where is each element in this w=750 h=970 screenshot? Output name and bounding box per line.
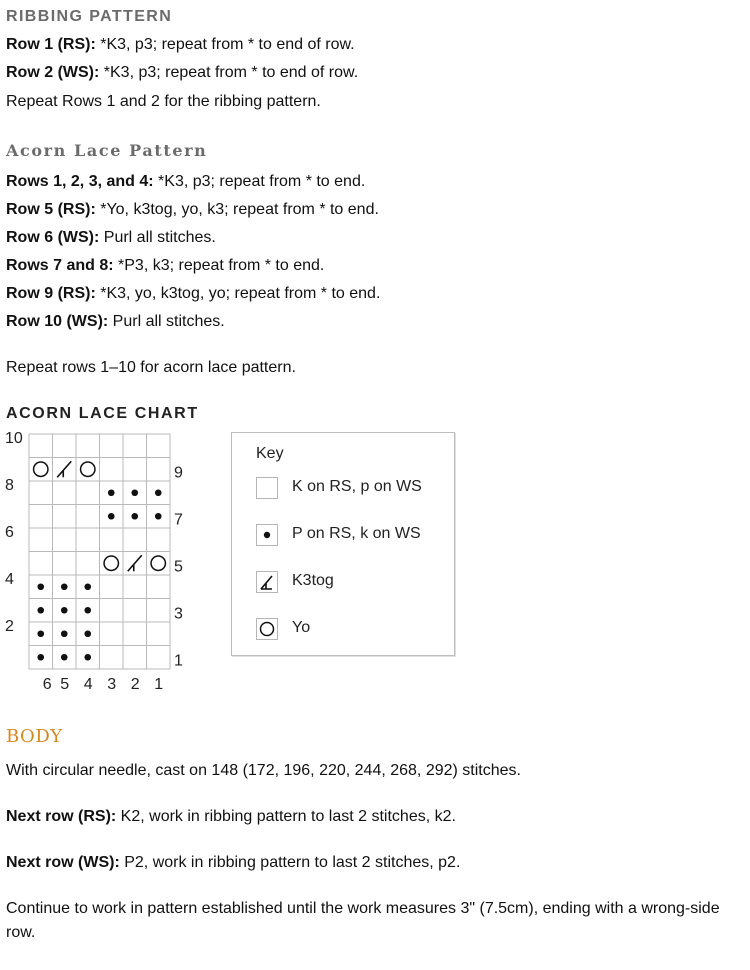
ribbing-heading: RIBBING PATTERN xyxy=(6,8,173,25)
k3tog-stitch xyxy=(57,461,71,477)
purl-stitch-dot xyxy=(84,630,91,637)
acorn-note: Repeat rows 1–10 for acorn lace pattern. xyxy=(6,359,296,376)
purl-stitch-dot xyxy=(108,489,115,496)
row-number-label: 4 xyxy=(5,570,14,588)
key-item-yo: Yo xyxy=(256,618,446,640)
purl-stitch-dot xyxy=(84,583,91,590)
column-number-label: 2 xyxy=(130,676,140,692)
acorn-row: Row 5 (RS): *Yo, k3tog, yo, k3; repeat from * to end. xyxy=(6,201,379,218)
acorn-row: Rows 7 and 8: *P3, k3; repeat from * to end. xyxy=(6,257,325,274)
ribbing-note: Repeat Rows 1 and 2 for the ribbing pattern. xyxy=(6,93,321,110)
purl-stitch-dot xyxy=(131,513,138,520)
key-title: Key xyxy=(256,445,284,462)
yarn-over-stitch xyxy=(81,462,95,476)
continue-text: Continue to work in pattern established until the work measures 3" (7.5cm), ending with a wrong-side row. xyxy=(6,900,720,941)
ribbing-row-2: Row 2 (WS): *K3, p3; repeat from * to end of row. xyxy=(6,64,359,81)
chart-key xyxy=(231,432,455,656)
acorn-row: Row 6 (WS): Purl all stitches. xyxy=(6,229,216,246)
purl-dot-icon xyxy=(256,524,278,546)
next-row-ws: Next row (WS): P2, work in ribbing pattern to last 2 stitches, p2. xyxy=(6,854,461,871)
row-number-label: 9 xyxy=(174,464,183,482)
purl-stitch-dot xyxy=(37,630,44,637)
purl-stitch-dot xyxy=(108,513,115,520)
row-number-label: 7 xyxy=(174,511,183,529)
key-item-purl: P on RS, k on WS xyxy=(256,524,446,546)
column-number-label: 1 xyxy=(154,676,164,692)
purl-stitch-dot xyxy=(61,607,68,614)
yarn-over-stitch xyxy=(104,556,118,570)
purl-stitch-dot xyxy=(131,489,138,496)
purl-stitch-dot xyxy=(84,607,91,614)
purl-stitch-dot xyxy=(155,513,162,520)
cast-on-text: With circular needle, cast on 148 (172, 196, 220, 244, 268, 292) stitches. xyxy=(6,762,521,779)
k3tog-stitch xyxy=(128,555,142,571)
acorn-row: Row 9 (RS): *K3, yo, k3tog, yo; repeat from * to end. xyxy=(6,285,381,302)
acorn-heading: Acorn Lace Pattern xyxy=(6,141,208,160)
column-number-label: 4 xyxy=(83,676,93,692)
row-number-label: 5 xyxy=(174,558,183,576)
yarn-over-icon xyxy=(256,618,278,640)
body-heading: BODY xyxy=(6,726,63,747)
knit-symbol-icon xyxy=(256,477,278,499)
purl-stitch-dot xyxy=(84,654,91,661)
next-row-rs: Next row (RS): K2, work in ribbing pattern to last 2 stitches, k2. xyxy=(6,808,456,825)
chart-title: ACORN LACE CHART xyxy=(6,405,199,422)
key-item-knit: K on RS, p on WS xyxy=(256,477,446,499)
purl-stitch-dot xyxy=(37,583,44,590)
row-number-label: 3 xyxy=(174,605,183,623)
row-number-label: 8 xyxy=(5,476,14,494)
key-item-k3tog: K3tog xyxy=(256,571,446,593)
row-number-label: 2 xyxy=(5,617,14,635)
purl-stitch-dot xyxy=(61,654,68,661)
purl-stitch-dot xyxy=(37,654,44,661)
column-number-label: 6 xyxy=(42,676,52,692)
column-number-label: 3 xyxy=(107,676,117,692)
row-number-label: 10 xyxy=(5,430,23,447)
yarn-over-stitch xyxy=(151,556,165,570)
yarn-over-stitch xyxy=(34,462,48,476)
ribbing-row-1: Row 1 (RS): *K3, p3; repeat from * to end of row. xyxy=(6,36,355,53)
purl-stitch-dot xyxy=(155,489,162,496)
row-number-label: 6 xyxy=(5,523,14,541)
column-number-label: 5 xyxy=(60,676,70,692)
purl-stitch-dot xyxy=(37,607,44,614)
row-number-label: 1 xyxy=(174,652,183,670)
k3tog-icon xyxy=(256,571,278,593)
purl-stitch-dot xyxy=(61,630,68,637)
acorn-row: Row 10 (WS): Purl all stitches. xyxy=(6,313,225,330)
purl-stitch-dot xyxy=(61,583,68,590)
acorn-lace-chart xyxy=(0,430,220,692)
acorn-row: Rows 1, 2, 3, and 4: *K3, p3; repeat from * to end. xyxy=(6,173,366,190)
